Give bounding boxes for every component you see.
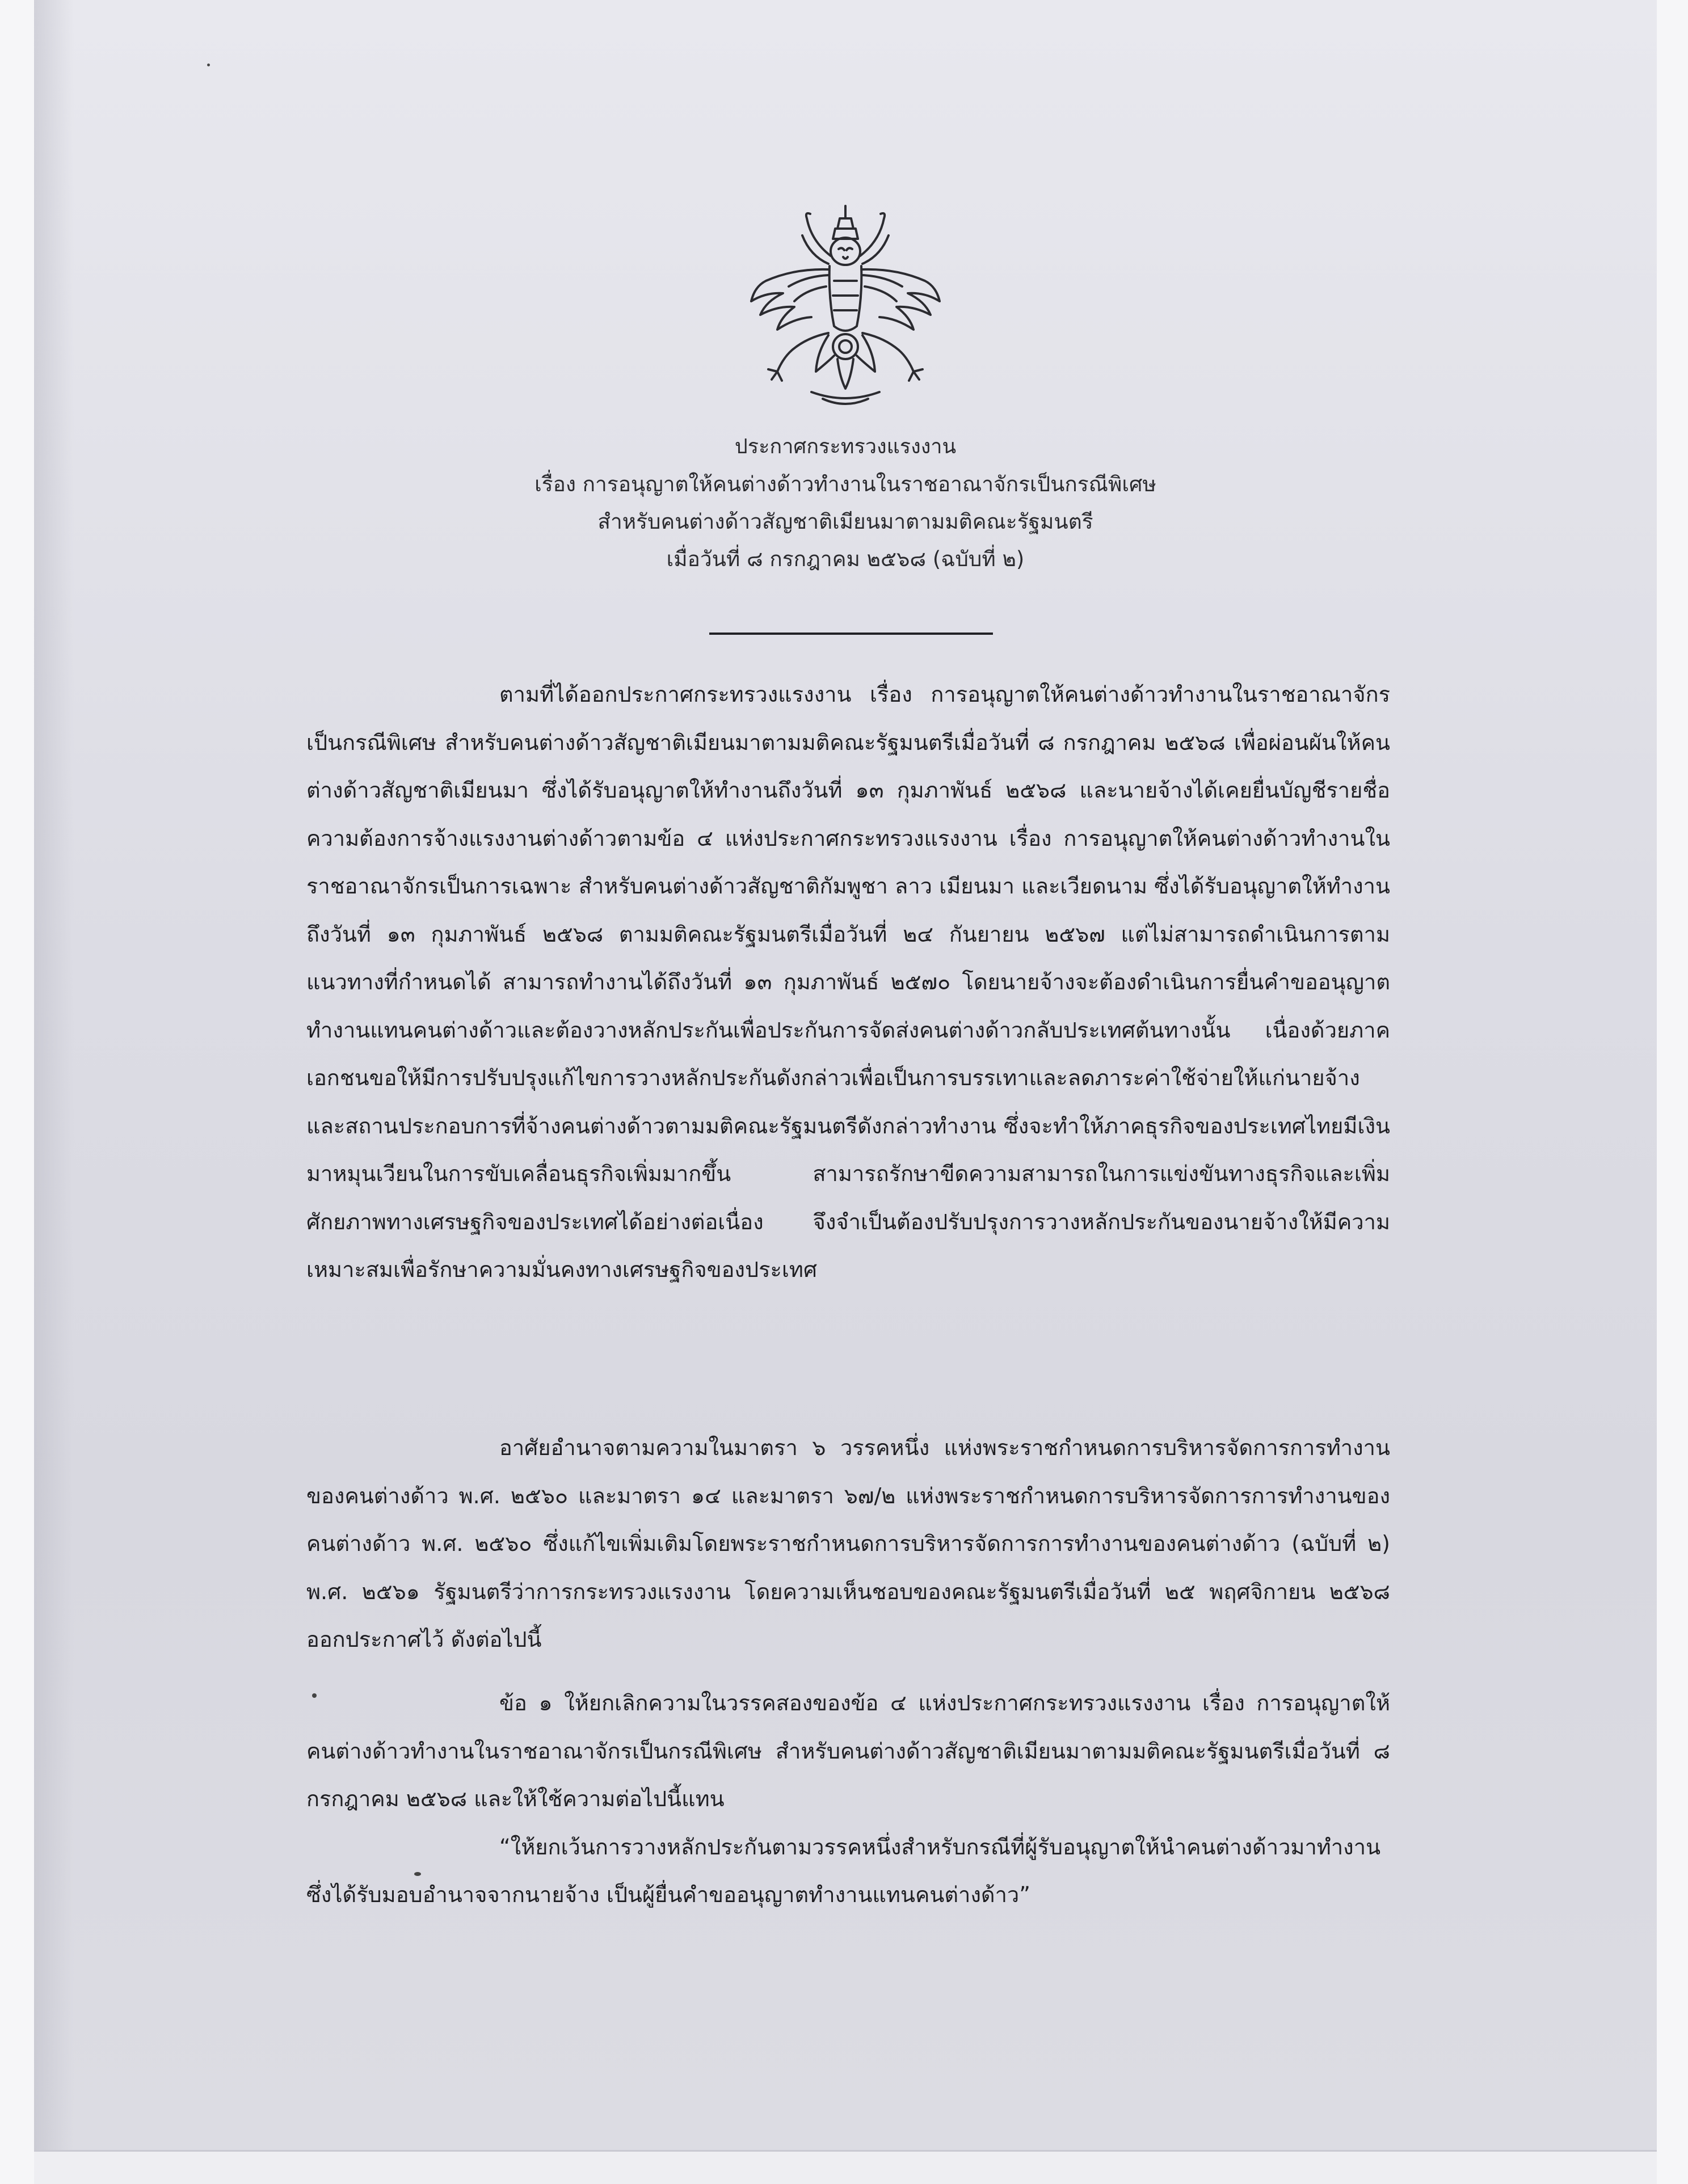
subject-line-1: เรื่อง การอนุญาตให้คนต่างด้าวทำงานในราชอาณาจักรเป็นกรณีพิเศษ (534, 472, 1156, 496)
subject-line-3: เมื่อวันที่ ๘ กรกฎาคม ๒๕๖๘ (ฉบับที่ ๒) (666, 547, 1025, 571)
scan-speck (414, 1872, 421, 1876)
authority-text: อาศัยอำนาจตามความในมาตรา ๖ วรรคหนึ่ง แห่งพระราชกำหนดการบริหารจัดการการทำงานของคนต่างด้าว พ.ศ. ๒๕๖๐ และมาตรา ๑๔ และมาตรา ๖๗/๒ แห่งพระราชกำหนดการบริหารจัดการการทำงานของคนต่างด้าว พ.ศ. ๒๕๖๐ ซึ่งแก้ไขเพิ่มเติมโดยพระราชกำหนดการบริหารจัดการการทำงานของคนต่างด้าว (ฉบับที่ ๒) พ.ศ. ๒๕๖๑ รัฐมนตรีว่าการกระทรวงแรงงาน โดยความเห็นชอบของคณะรัฐมนตรีเมื่อวันที่ ๒๕ พฤศจิกายน ๒๕๖๘ ออกประกาศไว้ ดังต่อไปนี้ (306, 1435, 1390, 1652)
garuda-emblem (743, 201, 948, 411)
clause-1-quote: “ให้ยกเว้นการวางหลักประกันตามวรรคหนึ่งสำหรับกรณีที่ผู้รับอนุญาตให้นำคนต่างด้าวมาทำงานซึ่งได้รับมอบอำนาจจากนายจ้าง เป็นผู้ยื่นคำขออนุญาตทำงานแทนคนต่างด้าว” (306, 1834, 1381, 1907)
clause-1-text: ข้อ ๑ ให้ยกเลิกความในวรรคสองของข้อ ๔ แห่งประกาศกระทรวงแรงงาน เรื่อง การอนุญาตให้คนต่างด้าวทำงานในราชอาณาจักรเป็นกรณีพิเศษ สำหรับคนต่างด้าวสัญชาติเมียนมาตามมติคณะรัฐมนตรีเมื่อวันที่ ๘ กรกฎาคม ๒๕๖๘ และให้ใช้ความต่อไปนี้แทน (306, 1690, 1390, 1811)
issuer-title: ประกาศกระทรวงแรงงาน (734, 435, 957, 458)
paper-bottom-edge (34, 2150, 1657, 2184)
paper-edge-shadow (34, 0, 74, 2150)
announcement-header (238, 428, 1453, 578)
authority-paragraph (306, 1424, 1390, 1664)
header-divider (709, 633, 993, 635)
preamble-text: ตามที่ได้ออกประกาศกระทรวงแรงงาน เรื่อง การอนุญาตให้คนต่างด้าวทำงานในราชอาณาจักรเป็นกรณีพิเศษ สำหรับคนต่างด้าวสัญชาติเมียนมาตามมติคณะรัฐมนตรีเมื่อวันที่ ๘ กรกฎาคม ๒๕๖๘ เพื่อผ่อนผันให้คนต่างด้าวสัญชาติเมียนมา ซึ่งได้รับอนุญาตให้ทำงานถึงวันที่ ๑๓ กุมภาพันธ์ ๒๕๖๘ และนายจ้างได้เคยยื่นบัญชีรายชื่อความต้องการจ้างแรงงานต่างด้าวตามข้อ ๔ แห่งประกาศกระทรวงแรงงาน เรื่อง การอนุญาตให้คนต่างด้าวทำงานในราชอาณาจักรเป็นการเฉพาะ สำหรับคนต่างด้าวสัญชาติกัมพูชา ลาว เมียนมา และเวียดนาม ซึ่งได้รับอนุญาตให้ทำงานถึงวันที่ ๑๓ กุมภาพันธ์ ๒๕๖๘ ตามมติคณะรัฐมนตรีเมื่อวันที่ ๒๔ กันยายน ๒๕๖๗ แต่ไม่สามารถดำเนินการตามแนวทางที่กำหนดได้ สามารถทำงานได้ถึงวันที่ ๑๓ กุมภาพันธ์ ๒๕๗๐ โดยนายจ้างจะต้องดำเนินการยื่นคำขออนุญาตทำงานแทนคนต่างด้าวและต้องวางหลักประกันเพื่อประกันการจัดส่งคนต่างด้าวกลับประเทศต้นทางนั้น เนื่องด้วยภาคเอกชนขอให้มีการปรับปรุงแก้ไขการวางหลักประกันดังกล่าวเพื่อเป็นการบรรเทาและลดภาระค่าใช้จ่ายให้แก่นายจ้างและสถานประกอบการที่จ้างคนต่างด้าวตามมติคณะรัฐมนตรีดังกล่าวทำงาน ซึ่งจะทำให้ภาคธุรกิจของประเทศไทยมีเงินมาหมุนเวียนในการขับเคลื่อนธุรกิจเพิ่มมากขึ้น สามารถรักษาขีดความสามารถในการแข่งขันทางธุรกิจและเพิ่มศักยภาพทางเศรษฐกิจของประเทศได้อย่างต่อเนื่อง จึงจำเป็นต้องปรับปรุงการวางหลักประกันของนายจ้างให้มีความเหมาะสมเพื่อรักษาความมั่นคงทางเศรษฐกิจของประเทศ (306, 682, 1390, 1282)
scan-speck (312, 1693, 317, 1698)
scan-speck (207, 64, 210, 66)
clause-1-section (306, 1679, 1390, 1919)
preamble-paragraph (306, 671, 1390, 1294)
subject-line-2: สำหรับคนต่างด้าวสัญชาติเมียนมาตามมติคณะรัฐมนตรี (597, 509, 1093, 534)
